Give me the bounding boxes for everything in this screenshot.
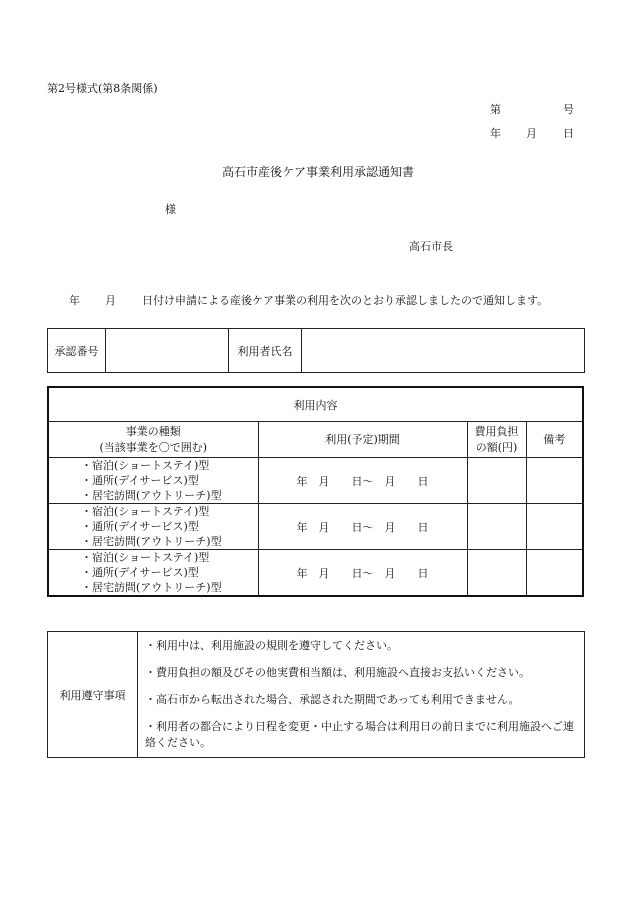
table-row: [48, 504, 583, 550]
rule-item: ・費用負担の額及びその他実費相当額は、利用施設へ直接お支払いください。: [145, 666, 530, 679]
date-month: 月: [526, 127, 537, 140]
service-type-outreach: ・居宅訪問(アウトリーチ)型: [81, 581, 222, 594]
document-number-prefix: 第: [490, 103, 501, 116]
notes-cell[interactable]: [526, 504, 583, 550]
rules-table: [47, 631, 585, 758]
service-type-cell[interactable]: [48, 550, 258, 597]
type-header: [48, 422, 258, 458]
approval-table: [47, 328, 585, 373]
table-row: [48, 458, 583, 504]
date-day: 日: [563, 127, 574, 140]
fee-header: [467, 422, 526, 458]
service-type-overnight: ・宿泊(ショートステイ)型: [81, 459, 210, 472]
table-row: [48, 550, 583, 597]
service-type-overnight: ・宿泊(ショートステイ)型: [81, 505, 210, 518]
rule-item: ・利用中は、利用施設の規則を遵守してください。: [145, 639, 398, 652]
service-type-cell[interactable]: [48, 458, 258, 504]
notes-cell[interactable]: [526, 458, 583, 504]
rule-item: ・高石市から転出された場合、承認された期間であっても利用できません。: [145, 693, 520, 706]
service-type-outreach: ・居宅訪問(アウトリーチ)型: [81, 535, 222, 548]
usage-table: [47, 386, 584, 597]
fee-cell[interactable]: [467, 504, 526, 550]
fee-cell[interactable]: [467, 550, 526, 597]
sender-name: 高石市長: [409, 240, 453, 253]
user-name-label: 利用者氏名: [229, 329, 302, 373]
type-header-line2: (当該事業を〇で囲む): [99, 440, 208, 454]
service-type-cell[interactable]: [48, 504, 258, 550]
fee-header-line2: の額(円): [475, 440, 518, 454]
period-cell[interactable]: 年 月 日～ 月 日: [258, 458, 467, 504]
service-type-outreach: ・居宅訪問(アウトリーチ)型: [81, 489, 222, 502]
type-header-line1: 事業の種類: [125, 424, 181, 438]
intro-month: 月: [105, 294, 116, 307]
user-name-field[interactable]: [302, 329, 585, 373]
period-cell[interactable]: 年 月 日～ 月 日: [258, 504, 467, 550]
notes-cell[interactable]: [526, 550, 583, 597]
rules-label: 利用遵守事項: [48, 632, 138, 758]
period-cell[interactable]: 年 月 日～ 月 日: [258, 550, 467, 597]
service-type-overnight: ・宿泊(ショートステイ)型: [81, 551, 210, 564]
service-type-daycare: ・通所(デイサービス)型: [81, 520, 199, 533]
document-number-suffix: 号: [563, 103, 574, 116]
addressee-suffix: 様: [165, 203, 176, 216]
rule-item: ・利用者の都合により日程を変更・中止する場合は利用日の前日までに利用施設へご連絡ください。: [145, 720, 574, 749]
approval-number-label: 承認番号: [48, 329, 106, 373]
fee-cell[interactable]: [467, 458, 526, 504]
intro-year: 年: [69, 294, 80, 307]
approval-number-field[interactable]: [106, 329, 229, 373]
usage-table-title: 利用内容: [48, 387, 583, 422]
rules-list: [138, 632, 585, 758]
intro-text: 日付け申請による産後ケア事業の利用を次のとおり承認しましたので通知します。: [142, 294, 549, 307]
period-header: 利用(予定)期間: [258, 422, 467, 458]
fee-header-line1: 費用負担: [474, 424, 519, 438]
service-type-daycare: ・通所(デイサービス)型: [81, 474, 199, 487]
date-year: 年: [490, 127, 501, 140]
service-type-daycare: ・通所(デイサービス)型: [81, 566, 199, 579]
document-title: 高石市産後ケア事業利用承認通知書: [222, 165, 415, 179]
form-label: 第2号様式(第8条関係): [47, 82, 158, 95]
notes-header: 備考: [526, 422, 583, 458]
